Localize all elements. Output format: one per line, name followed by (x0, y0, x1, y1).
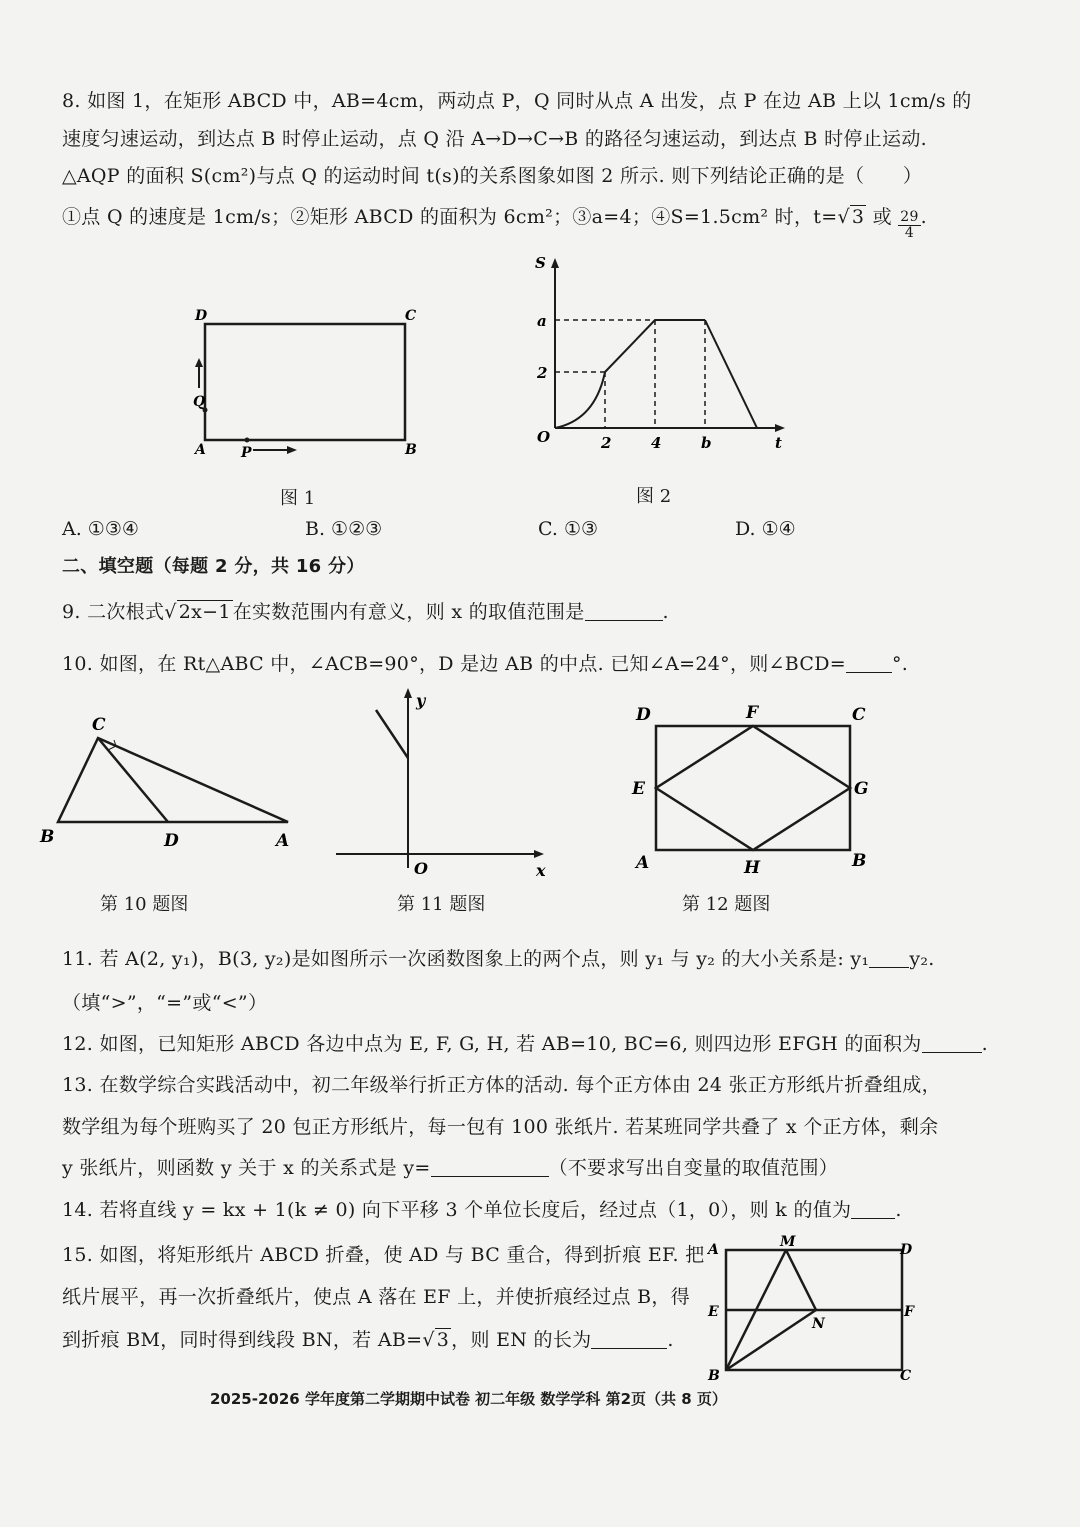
label-c: C (405, 308, 417, 324)
fig15-label-e: E (708, 1304, 719, 1320)
fig12-label-d: D (636, 705, 651, 725)
label-s: S (535, 254, 546, 272)
fig12-label-h: H (744, 858, 761, 878)
q12-text: 12. 如图，已知矩形 ABCD 各边中点为 E, F, G, H, 若 AB=10, BC=6, 则四边形 EFGH 的面积为 (62, 1033, 922, 1055)
figure-12-caption: 第 12 题图 (682, 894, 771, 915)
option-c[interactable]: C. ①③ (538, 518, 599, 540)
q10-text: 10. 如图，在 Rt△ABC 中，∠ACB=90°，D 是边 AB 的中点. 已知∠A=24°，则∠BCD= (62, 653, 846, 675)
q10-end: °. (891, 653, 909, 675)
segment-cd (98, 738, 168, 822)
q8-sqrt-radicand: 3 (851, 206, 865, 228)
s-axis-arrow (551, 258, 559, 268)
figure-12 (628, 698, 878, 878)
q13-text: y 张纸片，则函数 y 关于 x 的关系式是 y= (62, 1157, 431, 1179)
q13-line-3 (62, 1153, 838, 1180)
figure-2-graph (525, 250, 795, 465)
label-b: B (405, 442, 417, 458)
q10-line (62, 649, 908, 676)
q11-text: 11. 若 A(2, y₁)，B(3, y₂)是如图所示一次函数图象上的两个点，则 y₁ 与 y₂ 的大小关系是: y₁ (62, 948, 870, 970)
fig15-label-c: C (900, 1368, 912, 1384)
q14-text: 14. 若将直线 y = kx + 1(k ≠ 0) 向下平移 3 个单位长度后，经过点（1，0），则 k 的值为 (62, 1199, 852, 1221)
fig15-label-b: B (708, 1368, 720, 1384)
fig12-label-a: A (636, 853, 650, 873)
figure-11 (330, 682, 560, 882)
label-2-y: 2 (537, 364, 548, 382)
segment-bn (726, 1310, 816, 1370)
tick-2: 2 (601, 434, 612, 452)
q9-end: . (662, 601, 669, 623)
q9-pre: 9. 二次根式 (62, 601, 165, 623)
q12-line (62, 1029, 988, 1056)
q15-line-2: 纸片展平，再一次折叠纸片，使点 A 落在 EF 上，并使折痕经过点 B，得 (62, 1286, 691, 1308)
sqrt-sign: √ (164, 601, 177, 623)
label-origin: O (537, 428, 551, 446)
q11-answer-blank[interactable] (869, 948, 909, 968)
tick-4: 4 (651, 434, 662, 452)
fig15-label-n: N (812, 1316, 825, 1332)
fig12-label-g: G (854, 779, 869, 799)
fig15-label-d: D (900, 1242, 913, 1258)
figure-11-caption: 第 11 题图 (397, 894, 486, 915)
q-arrow-head (195, 358, 203, 367)
q8-end: . (920, 206, 928, 228)
fig10-label-a: A (276, 831, 290, 851)
q15-sqrt-radicand: 3 (436, 1329, 450, 1351)
option-a[interactable]: A. ①③④ (62, 518, 139, 540)
q15-post: ，则 EN 的长为 (451, 1329, 592, 1351)
label-t: t (775, 434, 782, 452)
sqrt-sign: √ (837, 206, 850, 228)
q14-line (62, 1195, 902, 1222)
q15-end: . (667, 1329, 674, 1351)
q8-line-1: 8. 如图 1，在矩形 ABCD 中，AB=4cm，两动点 P，Q 同时从点 A 出发，点 P 在边 AB 上以 1cm/s 的 (62, 90, 972, 112)
q13-note: （不要求写出自变量的取值范围） (548, 1157, 839, 1179)
linear-function-line (376, 710, 408, 758)
figure-2-caption: 图 2 (636, 486, 672, 507)
section-2-heading: 二、填空题（每题 2 分，共 16 分） (62, 556, 365, 577)
rising-segment (605, 320, 655, 372)
fig11-label-y: y (416, 691, 426, 710)
q8-frac-num: 29 (900, 209, 919, 225)
p-arrow-head (287, 446, 297, 454)
q9-answer-blank[interactable] (585, 601, 663, 621)
q15-line-1: 15. 如图，将矩形纸片 ABCD 折叠，使 AD 与 BC 重合，得到折痕 EF. 把 (62, 1244, 705, 1266)
fig11-label-o: O (414, 859, 428, 878)
x-axis-arrow (534, 850, 544, 858)
option-b[interactable]: B. ①②③ (305, 518, 383, 540)
rectangle-abcd (656, 726, 850, 850)
q8-line-4-text: ①点 Q 的速度是 1cm/s；②矩形 ABCD 的面积为 6cm²；③a=4；④S=1.5cm² 时，t= (62, 206, 838, 228)
q13-line-2: 数学组为每个班购买了 20 包正方形纸片，每一包有 100 张纸片. 若某班同学共叠了 x 个正方体，剩余 (62, 1116, 939, 1138)
figure-1-rectangle (185, 300, 425, 470)
q13-answer-blank[interactable] (431, 1157, 549, 1177)
sqrt-sign: √ (422, 1329, 435, 1351)
label-a: A (195, 442, 206, 458)
label-p: P (241, 445, 252, 461)
label-a-value: a (537, 312, 547, 330)
q8-line-4 (62, 202, 927, 241)
y-axis-arrow (404, 688, 412, 698)
q15-answer-blank[interactable] (591, 1329, 667, 1349)
fig15-label-a: A (708, 1242, 719, 1258)
fig15-label-m: M (780, 1234, 796, 1250)
q14-end: . (895, 1199, 902, 1221)
label-q: Q (193, 394, 206, 410)
option-d[interactable]: D. ①④ (735, 518, 796, 540)
figure-1-caption: 图 1 (280, 488, 316, 509)
tick-b: b (701, 434, 712, 452)
q11-line-1 (62, 944, 935, 971)
fig10-label-b: B (40, 827, 55, 847)
q8-line-2: 速度匀速运动，到达点 B 时停止运动，点 Q 沿 A→D→C→B 的路径匀速运动，到达点 B 时停止运动. (62, 128, 927, 150)
q9-radicand: 2x−1 (178, 601, 231, 623)
fig12-label-f: F (746, 703, 759, 723)
q8-or: 或 (866, 206, 899, 228)
quadrilateral-efgh (656, 726, 850, 850)
q9-line (62, 597, 669, 624)
figure-10-caption: 第 10 题图 (100, 894, 189, 915)
q11-y2: y₂. (909, 948, 935, 970)
q8-fraction (898, 210, 920, 241)
q13-line-1: 13. 在数学综合实践活动中，初二年级举行折正方体的活动. 每个正方体由 24 张正方形纸片折叠组成， (62, 1074, 941, 1096)
fig11-label-x: x (536, 861, 546, 880)
fig12-label-e: E (632, 779, 645, 799)
q12-answer-blank[interactable] (922, 1033, 982, 1053)
q10-answer-blank[interactable] (846, 653, 892, 673)
rectangle-abcd (205, 324, 405, 440)
fig12-label-b: B (852, 851, 867, 871)
q15-line-3 (62, 1325, 674, 1352)
t-axis-arrow (775, 424, 785, 432)
point-p (245, 438, 250, 443)
label-d: D (195, 308, 208, 324)
triangle-abc (58, 738, 288, 822)
q11-line-2: （填“>”，“=”或“<”） (62, 992, 268, 1014)
q15-text: 到折痕 BM，同时得到线段 BN，若 AB= (62, 1329, 423, 1351)
q14-answer-blank[interactable] (851, 1199, 895, 1219)
fig12-label-c: C (852, 705, 866, 725)
curve-segment (555, 372, 605, 428)
q8-frac-den: 4 (904, 225, 915, 241)
q12-end: . (981, 1033, 988, 1055)
fig15-label-f: F (904, 1304, 914, 1320)
q8-line-3: △AQP 的面积 S(cm²)与点 Q 的运动时间 t(s)的关系图象如图 2 所示. 则下列结论正确的是（ ） (62, 165, 923, 187)
segment-mn (786, 1250, 816, 1310)
figure-10 (36, 706, 296, 856)
falling-segment (705, 320, 757, 428)
fig10-label-d: D (164, 831, 179, 851)
page-footer: 2025-2026 学年度第二学期期中试卷 初二年级 数学学科 第2页（共 8 页） (210, 1390, 727, 1408)
figure-15 (700, 1236, 925, 1386)
q9-post: 在实数范围内有意义，则 x 的取值范围是 (232, 601, 585, 623)
fig10-label-c: C (92, 715, 106, 735)
